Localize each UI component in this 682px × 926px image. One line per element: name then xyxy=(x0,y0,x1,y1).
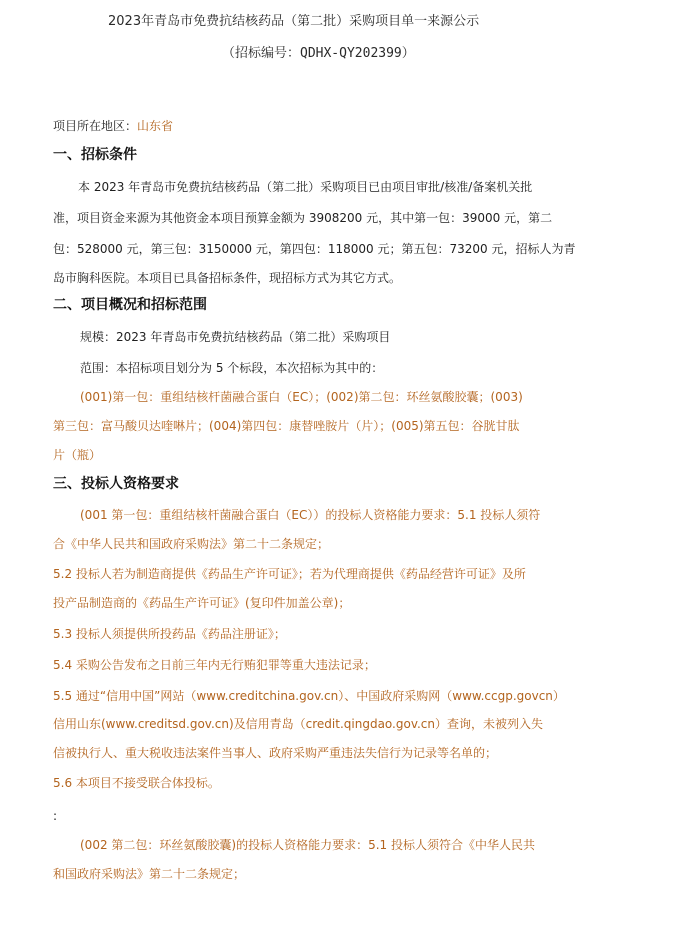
requirement-5-2: 5.2 投标人若为制造商提供《药品生产许可证》；若为代理商提供《药品经营许可证》及所 xyxy=(53,567,526,581)
scale-line: 规模：2023 年青岛市免费抗结核药品（第二批）采购项目 xyxy=(80,330,391,344)
requirement-5-5: 信被执行人、重大税收违法案件当事人、政府采购严重违法失信行为记录等名单的； xyxy=(53,746,498,760)
packages-line: 片（瓶） xyxy=(53,448,102,462)
requirement-line: 和国政府采购法》第二十二条规定； xyxy=(53,867,246,881)
requirement-line: (002 第二包：环丝氨酸胶囊)的投标人资格能力要求：5.1 投标人须符合《中华人民共 xyxy=(80,838,535,852)
requirement-5-5: 5.5 通过“信用中国”网站（www.creditchina.gov.cn）、中国政府采购网（www.ccgp.govcn） xyxy=(53,689,565,703)
separator-colon: : xyxy=(53,809,58,823)
packages-line: 第三包：富马酸贝达喹啉片；(004)第四包：康替唑胺片（片）；(005)第五包：谷胱甘肽 xyxy=(53,419,520,433)
region-line xyxy=(53,118,173,134)
region-label: 项目所在地区： xyxy=(53,119,138,133)
requirement-line: 合《中华人民共和国政府采购法》第二十二条规定； xyxy=(53,537,330,551)
packages-line: (001)第一包：重组结核杆菌融合蛋白（EC）；(002)第二包：环丝氨酸胶囊；(003) xyxy=(80,390,523,404)
paragraph-line: 岛市胸科医院。本项目已具备招标条件，现招标方式为其它方式。 xyxy=(53,271,402,285)
document-title: 2023年青岛市免费抗结核药品（第二批）采购项目单一来源公示 xyxy=(108,14,480,29)
requirement-5-6: 5.6 本项目不接受联合体投标。 xyxy=(53,776,220,790)
bid-number: （招标编号：QDHX-QY202399） xyxy=(222,46,415,61)
scope-line: 范围：本招标项目划分为 5 个标段，本次招标为其中的： xyxy=(80,361,384,375)
paragraph-line: 包：528000 元，第三包：3150000 元，第四包：118000 元；第五包：73200 元，招标人为青 xyxy=(53,242,576,256)
paragraph-line: 本 2023 年青岛市免费抗结核药品（第二批）采购项目已由项目审批/核准/备案机关批 xyxy=(78,180,533,194)
paragraph-line: 准，项目资金来源为其他资金本项目预算金额为 3908200 元，其中第一包：39000 元，第二 xyxy=(53,211,553,225)
section-2-heading: 二、项目概况和招标范围 xyxy=(53,297,207,313)
requirement-5-5: 信用山东(www.creditsd.gov.cn)及信用青岛（credit.qingdao.gov.cn）查询，未被列入失 xyxy=(53,717,544,731)
section-1-heading: 一、招标条件 xyxy=(53,147,137,163)
requirement-5-4: 5.4 采购公告发布之日前三年内无行贿犯罪等重大违法记录； xyxy=(53,658,376,672)
requirement-5-2: 投产品制造商的《药品生产许可证》(复印件加盖公章)； xyxy=(53,596,351,610)
region-value: 山东省 xyxy=(137,119,174,133)
section-3-heading: 三、投标人资格要求 xyxy=(53,476,179,492)
requirement-line: (001 第一包：重组结核杆菌融合蛋白（EC））的投标人资格能力要求：5.1 投标人须符 xyxy=(80,508,541,522)
requirement-5-3: 5.3 投标人须提供所投药品《药品注册证》； xyxy=(53,627,286,641)
